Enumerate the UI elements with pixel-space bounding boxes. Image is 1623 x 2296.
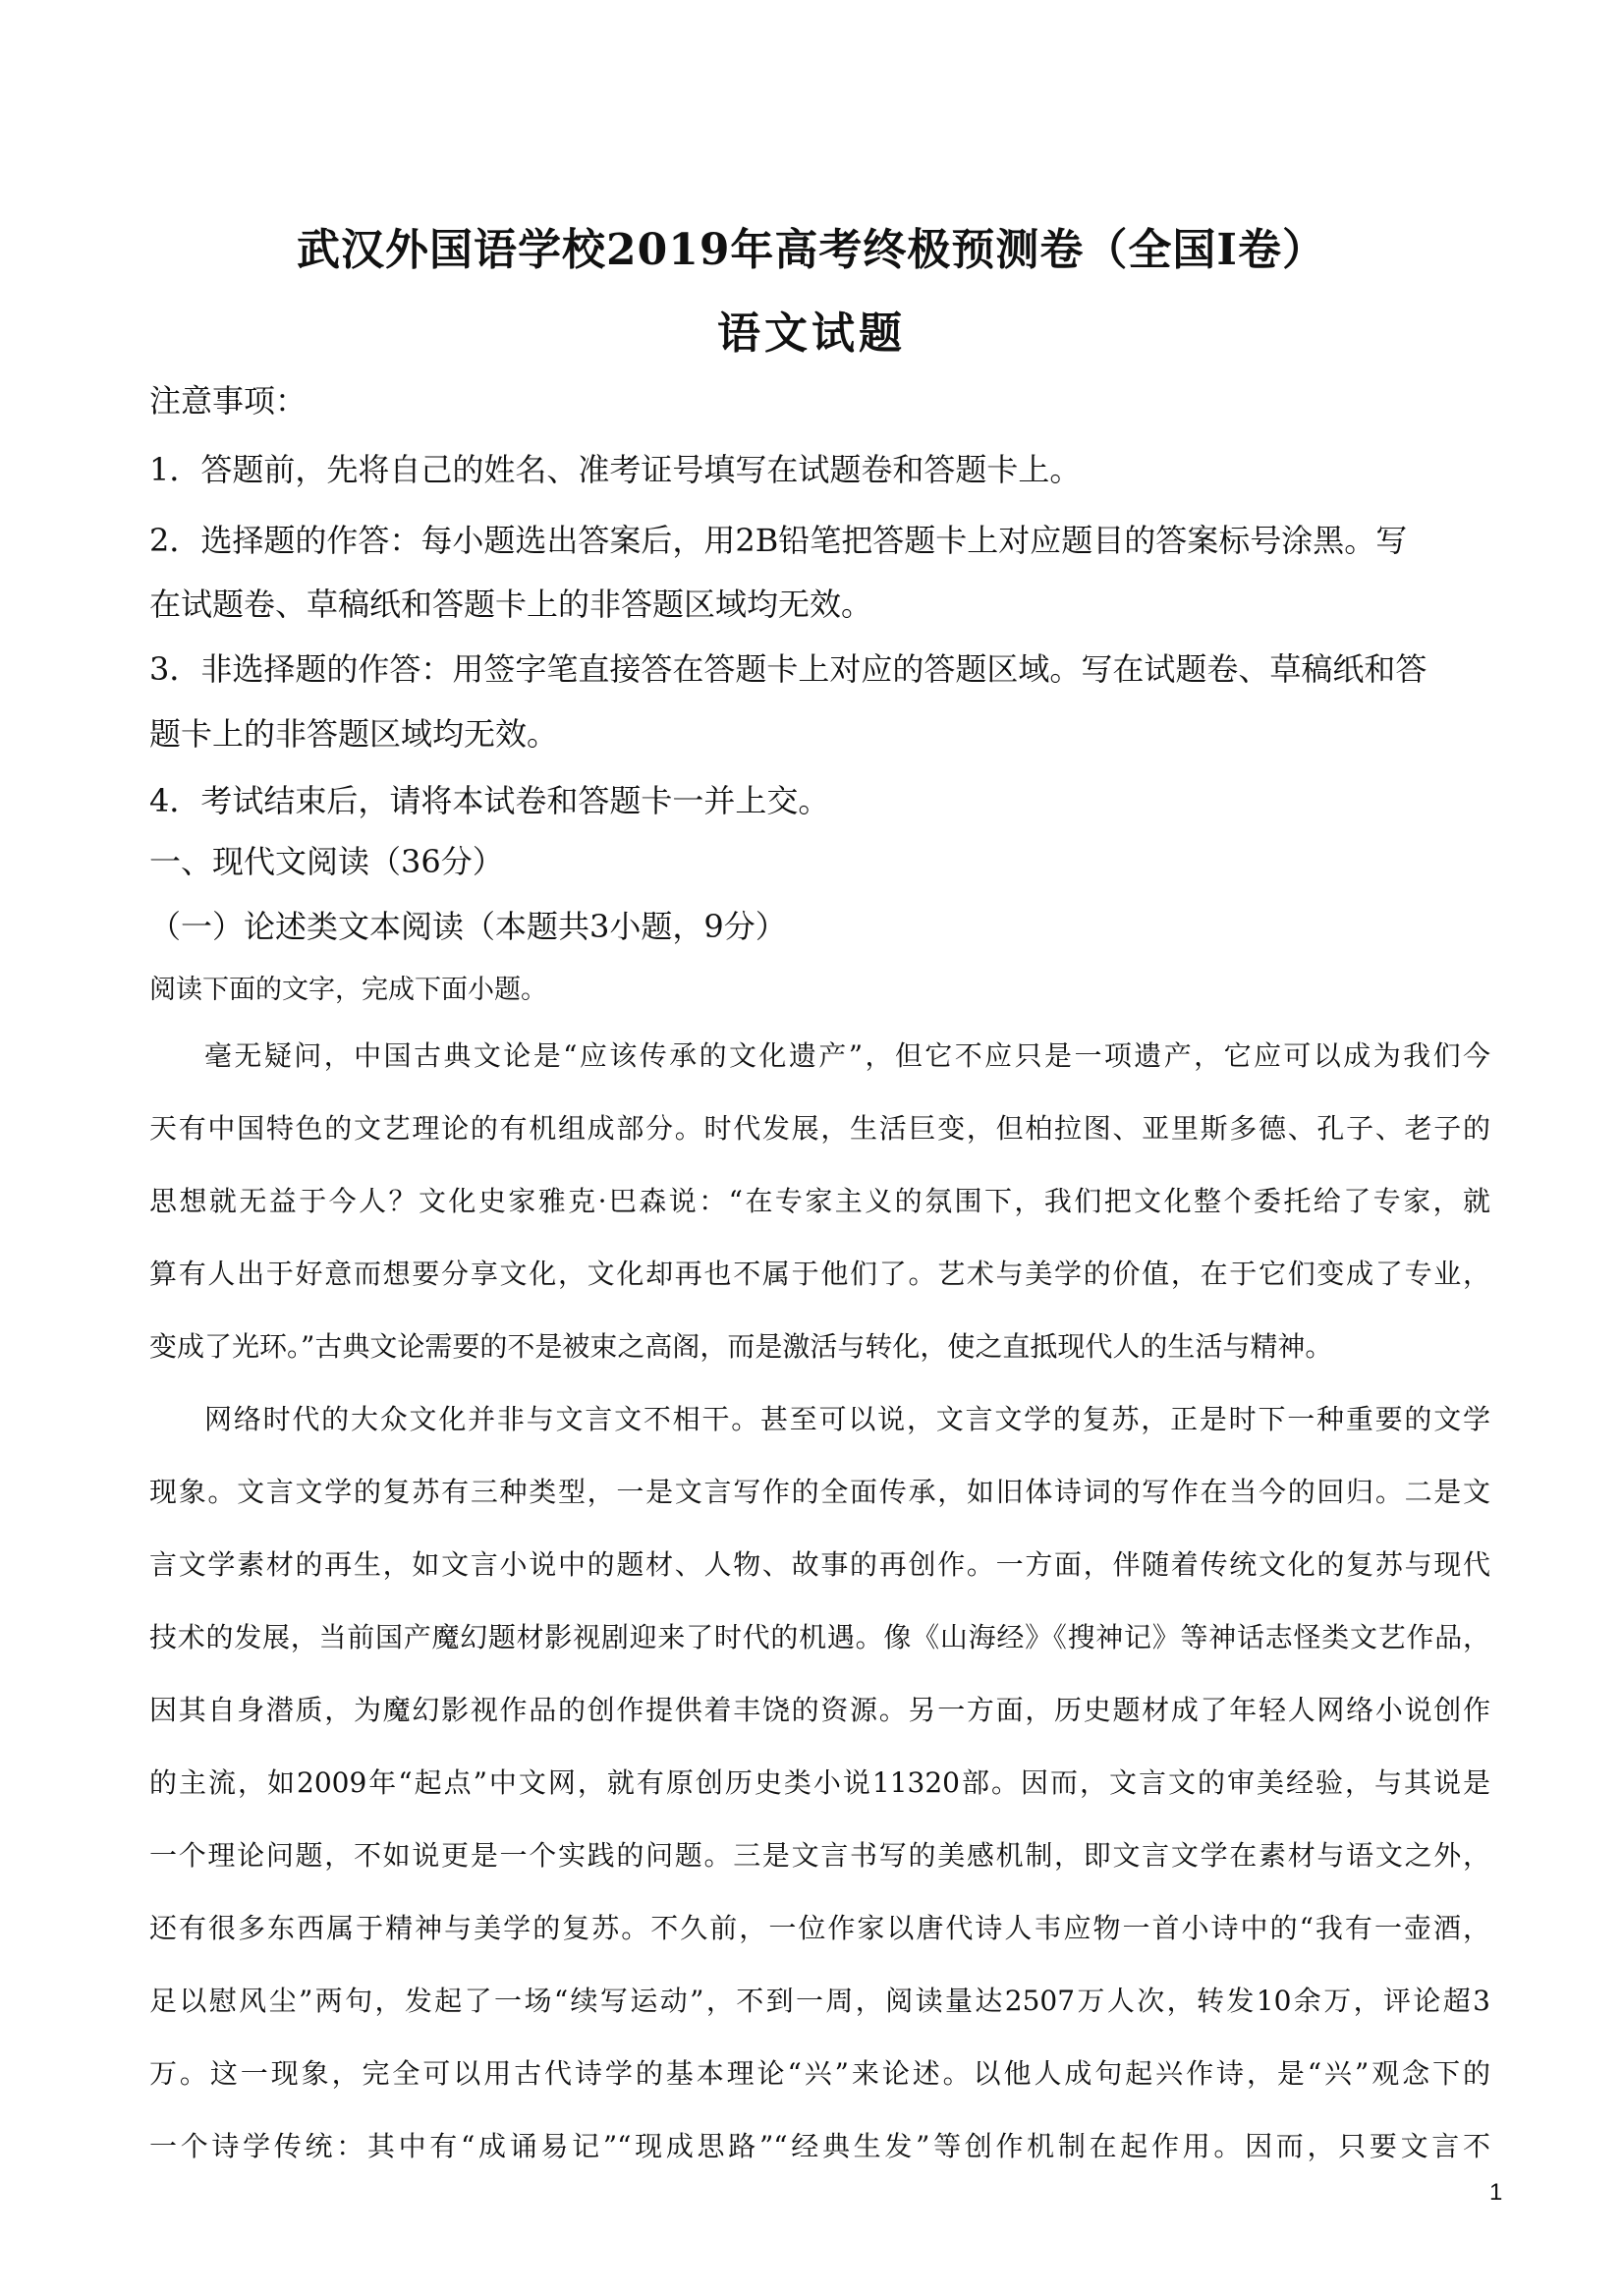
passage-line: 一个诗学传统：其中有“成诵易记”“现成思路”“经典生发”等创作机制在起作用。因而，只要文言不 — [149, 2130, 1490, 2162]
passage-line: 技术的发展，当前国产魔幻题材影视剧迎来了时代的机遇。像《山海经》《搜神记》等神话志怪类文艺作品， — [149, 1621, 1490, 1653]
section-heading-part-1a: （一）论述类文本阅读（本题共3小题，9分） — [149, 908, 787, 945]
exam-title: 武汉外国语学校2019年高考终极预测卷（全国I卷） — [296, 225, 1327, 275]
passage-line: 变成了光环。”古典文论需要的不是被束之高阁，而是激活与转化，使之直抵现代人的生活与精神。 — [149, 1330, 1333, 1363]
notice-item-2-line-2: 在试题卷、草稿纸和答题卡上的非答题区域均无效。 — [149, 586, 873, 623]
reading-instruction: 阅读下面的文字，完成下面小题。 — [149, 975, 547, 1005]
notice-item-3-line-2: 题卡上的非答题区域均无效。 — [149, 715, 559, 753]
passage-line: 思想就无益于今人？文化史家雅克·巴森说：“在专家主义的氛围下，我们把文化整个委托给了专家，就 — [149, 1185, 1490, 1217]
passage-line: 毫无疑问，中国古典文论是“应该传承的文化遗产”，但它不应只是一项遗产，它应可以成为我们今 — [204, 1039, 1490, 1072]
passage-line: 足以慰风尘”两句，发起了一场“续写运动”，不到一周，阅读量达2507万人次，转发10余万，评论超3 — [149, 1985, 1490, 2017]
notice-item-4: 4．考试结束后，请将本试卷和答题卡一并上交。 — [149, 782, 830, 819]
passage-line: 的主流，如2009年“起点”中文网，就有原创历史类小说11320部。因而，文言文的审美经验，与其说是 — [149, 1766, 1490, 1799]
passage-line: 还有很多东西属于精神与美学的复苏。不久前，一位作家以唐代诗人韦应物一首小诗中的“我有一壶酒， — [149, 1912, 1490, 1944]
passage-line: 天有中国特色的文艺理论的有机组成部分。时代发展，生活巨变，但柏拉图、亚里斯多德、孔子、老子的 — [149, 1112, 1490, 1145]
passage-line: 网络时代的大众文化并非与文言文不相干。甚至可以说，文言文学的复苏，正是时下一种重要的文学 — [204, 1403, 1490, 1435]
passage-line: 算有人出于好意而想要分享文化，文化却再也不属于他们了。艺术与美学的价值，在于它们变成了专业， — [149, 1258, 1490, 1290]
passage-line: 万。这一现象，完全可以用古代诗学的基本理论“兴”来论述。以他人成句起兴作诗，是“兴”观念下的 — [149, 2057, 1490, 2090]
passage-line: 一个理论问题，不如说更是一个实践的问题。三是文言书写的美感机制，即文言文学在素材与语文之外， — [149, 1839, 1490, 1872]
passage-line: 因其自身潜质，为魔幻影视作品的创作提供着丰饶的资源。另一方面，历史题材成了年轻人网络小说创作 — [149, 1694, 1490, 1726]
passage-line: 现象。文言文学的复苏有三种类型，一是文言写作的全面传承，如旧体诗词的写作在当今的回归。二是文 — [149, 1476, 1490, 1508]
notice-item-1: 1．答题前，先将自己的姓名、准考证号填写在试题卷和答题卡上。 — [149, 451, 1082, 488]
section-heading-part-1: 一、现代文阅读（36分） — [149, 843, 504, 880]
page-number: 1 — [1489, 2179, 1503, 2206]
notice-item-3-line-1: 3．非选择题的作答：用签字笔直接答在答题卡上对应的答题区域。写在试题卷、草稿纸和答 — [149, 650, 1427, 688]
notice-heading: 注意事项： — [149, 382, 308, 420]
exam-subtitle: 语文试题 — [717, 308, 906, 359]
notice-item-2-line-1: 2．选择题的作答：每小题选出答案后，用2B铅笔把答题卡上对应题目的答案标号涂黑。写 — [149, 522, 1408, 559]
passage-line: 言文学素材的再生，如文言小说中的题材、人物、故事的再创作。一方面，伴随着传统文化的复苏与现代 — [149, 1548, 1490, 1581]
